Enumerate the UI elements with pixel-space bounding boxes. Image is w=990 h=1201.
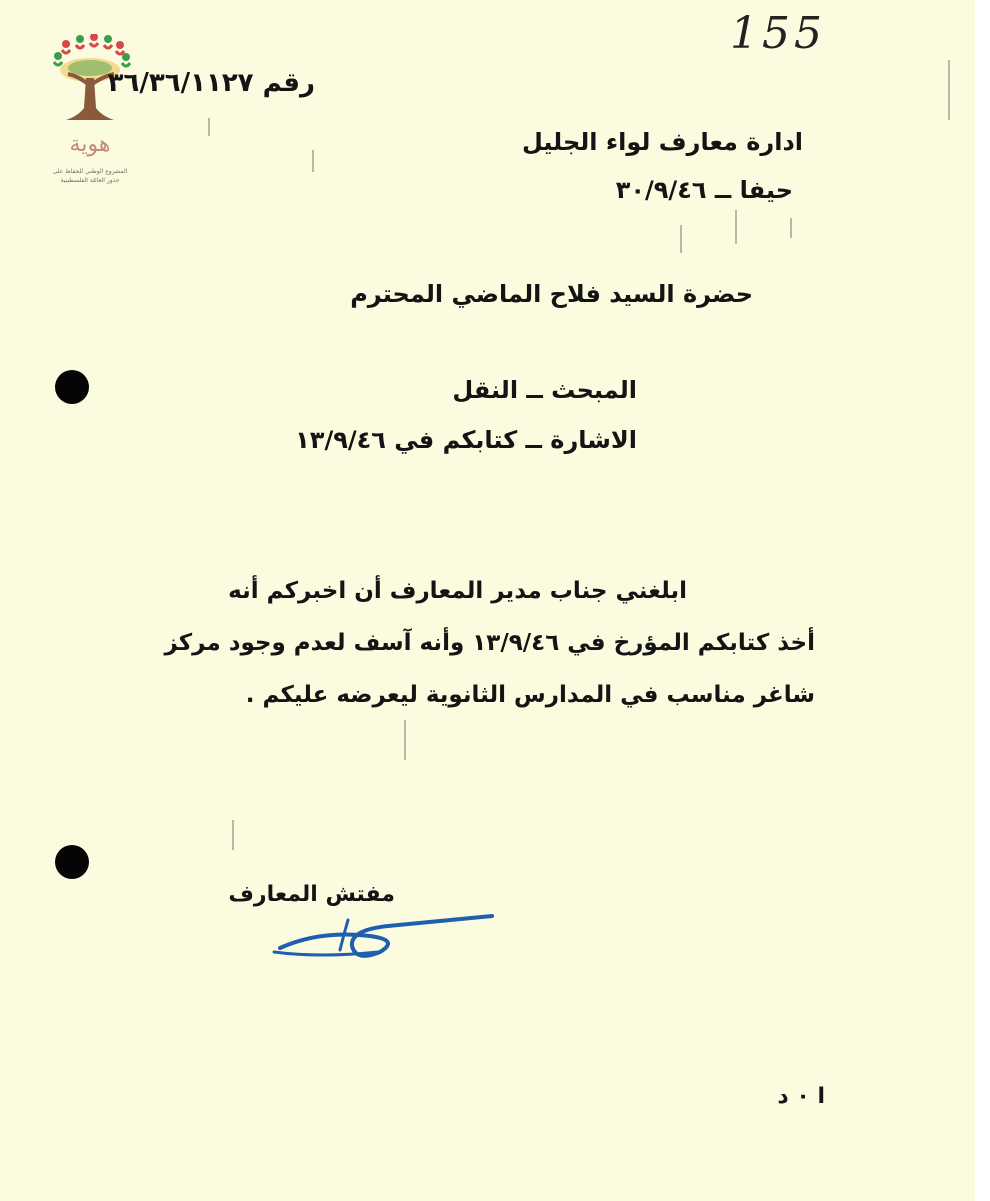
body-line-3: شاغر مناسب في المدارس الثانوية ليعرضه عليكم . — [245, 682, 815, 708]
body-line-2: أخذ كتابكم المؤرخ في ١٣/٩/٤٦ وأنه آسف لعدم وجود مركز — [164, 630, 815, 656]
logo-name: هوية — [69, 132, 111, 157]
place-date: حيفا ــ ٣٠/٩/٤٦ — [615, 176, 793, 204]
handwritten-signature — [260, 900, 500, 970]
scan-mark — [232, 820, 234, 850]
logo-subtitle-line2: جذور العائلة الفلسطينية — [60, 177, 120, 184]
punch-hole-bottom — [55, 845, 89, 879]
reference-line: الاشارة ــ كتابكم في ١٣/٩/٤٦ — [295, 426, 637, 454]
punch-hole-top — [55, 370, 89, 404]
footer-initials: ا ٠ د — [777, 1084, 825, 1109]
scan-mark — [948, 60, 950, 120]
subject-line: المبحث ــ النقل — [452, 376, 637, 404]
page-edge — [975, 0, 990, 1201]
scan-mark — [790, 218, 792, 238]
reference-number: رقم ٣٦/٣٦/١١٢٧ — [107, 68, 315, 98]
body-line-1: ابلغني جناب مدير المعارف أن اخبركم أنه — [228, 578, 687, 604]
scan-mark — [312, 150, 314, 172]
scan-mark — [680, 225, 682, 253]
scan-mark — [735, 210, 737, 244]
signature-title: مفتش المعارف — [228, 882, 395, 907]
logo — [48, 34, 132, 194]
addressee: حضرة السيد فلاح الماضي المحترم — [350, 280, 753, 308]
page-number-handwritten: 155 — [730, 8, 826, 59]
office-name: ادارة معارف لواء الجليل — [521, 128, 803, 156]
scan-mark — [208, 118, 210, 136]
logo-subtitle-line1: المشروع الوطني للحفاظ على — [52, 168, 128, 175]
scan-mark — [404, 720, 406, 760]
